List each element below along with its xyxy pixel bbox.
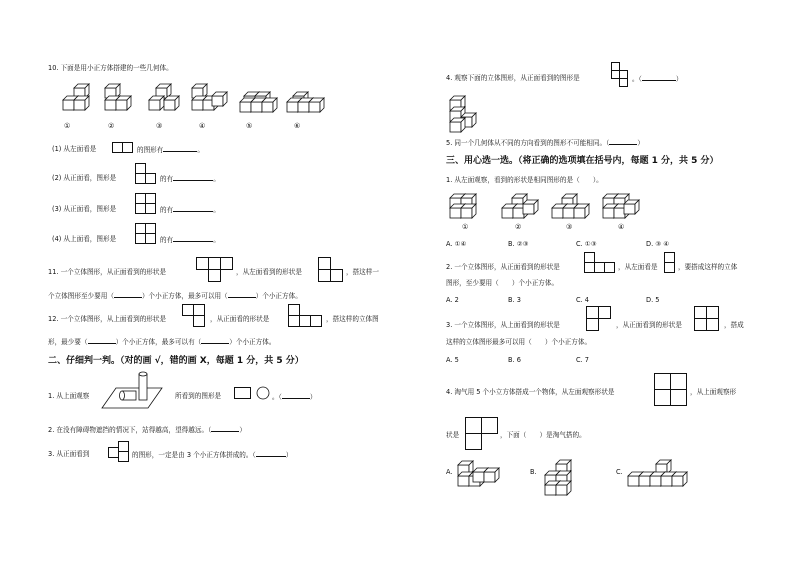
c2-opt-c[interactable]: C. 4 — [576, 296, 589, 304]
c1-fig-2 — [500, 192, 540, 220]
c2-opt-b[interactable]: B. 3 — [508, 296, 521, 304]
c1-opt-a[interactable]: A. ①④ — [446, 240, 467, 248]
q10-p4: (4) 从上面看，图形是 — [52, 235, 117, 243]
j1-a: 1. 从上面观察 — [48, 392, 90, 400]
q10-fig-6 — [285, 82, 323, 114]
q10-fig-2 — [102, 82, 136, 114]
q11-c: ，搭这样一 — [346, 268, 379, 276]
c4-opt-c[interactable]: C. — [616, 468, 623, 476]
c3-opt-c[interactable]: C. 7 — [576, 356, 589, 364]
c3-opt-b[interactable]: B. 6 — [508, 356, 521, 364]
q10-p2: (2) 从正面看，图形是 — [52, 174, 117, 182]
q10-label-6: ⑥ — [294, 122, 301, 130]
c1-opt-b[interactable]: B. ②③ — [508, 240, 529, 248]
c1-opt-d[interactable]: D. ③ ④ — [646, 240, 670, 248]
q12-b: ，从正面看的形状是 — [210, 315, 270, 323]
c3-a: 3. 一个立体图形，从上面看到的形状是 — [446, 321, 560, 329]
section-3-heading: 三、用心选一选。（将正确的选项填在括号内，每题 1 分，共 5 分） — [446, 156, 719, 166]
c2-b: ，从左面看是 — [618, 263, 658, 271]
answer-blank[interactable] — [173, 235, 213, 242]
c1-opt-c[interactable]: C. ①③ — [576, 240, 597, 248]
c1-label-2: ② — [515, 223, 522, 231]
c4-opt-a[interactable]: A. — [446, 468, 453, 476]
answer-blank[interactable] — [228, 291, 256, 298]
c4-a: 4. 淘气用 5 个小立方体搭成一个物体，从左面观察形状是 — [446, 388, 615, 396]
q10-p3-tail: 的有 。 — [160, 206, 220, 214]
answer-blank[interactable] — [256, 450, 286, 457]
c4-b: ，从上面观察形 — [690, 388, 737, 396]
answer-blank[interactable] — [114, 291, 142, 298]
q10-p3: (3) 从正面看，图形是 — [52, 205, 117, 213]
q10-label-3: ③ — [156, 122, 163, 130]
answer-blank[interactable] — [282, 392, 310, 399]
j4-answer: 。（ ） — [632, 75, 683, 83]
q10-fig-3 — [148, 82, 182, 114]
q10-p1-tail: 的图形有 。 — [137, 146, 204, 154]
j1-circle-shape — [256, 386, 270, 400]
c2-opt-a[interactable]: A. 2 — [446, 296, 459, 304]
c2-d: 图形，至少要用（ ）个小正方体。 — [446, 279, 559, 287]
q10-p4-tail: 的有 。 — [160, 236, 220, 244]
c1-fig-1 — [448, 192, 484, 220]
c2-opt-d[interactable]: D. 5 — [646, 296, 660, 304]
q10-label-4: ④ — [199, 122, 206, 130]
j1-answer: 。（ ） — [272, 393, 317, 401]
c1-label-1: ① — [462, 223, 469, 231]
q10-label-2: ② — [108, 122, 115, 130]
j4-a: 4. 观察下面的立体图形，从正面看到的图形是 — [446, 74, 580, 82]
q10-p2-tail: 的有 。 — [160, 175, 220, 183]
q10-p1: (1) 从左面看是 — [52, 145, 97, 153]
c1: 1. 从左面观察，看到的形状是相同图形的是（ ）。 — [446, 176, 603, 184]
q10-fig-5 — [238, 82, 278, 114]
c4-fig-b — [540, 452, 590, 496]
c2-c: ，要搭成这样的立体 — [678, 263, 738, 271]
c1-label-3: ③ — [566, 223, 573, 231]
j1-cylinder-figure — [102, 370, 168, 410]
c3-d: 这样的立体图形最多可以用（ ）个小正方体。 — [446, 338, 592, 346]
c4-opt-b[interactable]: B. — [530, 468, 537, 476]
c4-c: 状是 — [446, 431, 460, 439]
q10-title: 10. 下面是用小正方体搭建的一些几何体。 — [48, 64, 173, 72]
answer-blank[interactable] — [201, 337, 229, 344]
c4-fig-a — [456, 455, 506, 495]
q10-fig-4 — [190, 82, 228, 114]
c1-fig-4 — [601, 192, 641, 220]
c4-fig-c — [626, 452, 696, 496]
answer-blank[interactable] — [88, 337, 116, 344]
c3-b: ，从正面看到的形状是 — [616, 321, 682, 329]
q11-line2: 个立体图形至少要用（ ）个小正方体，最多可以用（ ）个小正方体。 — [48, 292, 302, 300]
answer-blank[interactable] — [642, 74, 676, 81]
answer-blank[interactable] — [173, 174, 213, 181]
c4-d: ，下面（ ）是淘气搭的。 — [500, 431, 586, 439]
j1-b: 所看到的图形是 — [175, 392, 222, 400]
j4-cube-figure — [448, 92, 488, 132]
q10-label-1: ① — [64, 122, 71, 130]
q10-fig-1 — [60, 82, 94, 114]
q10-label-5: ⑤ — [246, 122, 253, 130]
c1-fig-3 — [550, 192, 590, 220]
j5: 5. 同一个几何体从不同的方向看到的图形不可能相同。（ ） — [446, 139, 644, 147]
q12-line2: 形，最少要（ ）个小正方体，最多可以有（ ）个小正方体。 — [48, 338, 276, 346]
c2-a: 2. 一个立体图形，从正面看到的形状是 — [446, 263, 560, 271]
q11-b: ，从左面看到的形状是 — [236, 268, 302, 276]
answer-blank[interactable] — [609, 138, 637, 145]
q11-a: 11. 一个立体图形，从正面看到的形状是 — [48, 268, 167, 276]
q12-c: ，搭这样的立体图 — [326, 315, 379, 323]
answer-blank[interactable] — [163, 145, 197, 152]
answer-blank[interactable] — [211, 425, 239, 432]
j2: 2. 在没有障碍物遮挡的情况下，站得越高，望得越远。（ ） — [48, 426, 246, 434]
c3-opt-a[interactable]: A. 5 — [446, 356, 459, 364]
section-2-heading: 二、仔细判一判。（对的画 √，错的画 X，每题 1 分，共 5 分） — [48, 356, 304, 366]
answer-blank[interactable] — [173, 205, 213, 212]
c3-c: ，搭成 — [724, 321, 744, 329]
j3-b: 的图形，一定是由 3 个小正方体拼成的。（ ） — [132, 451, 293, 459]
c1-label-4: ④ — [618, 223, 625, 231]
j3-a: 3. 从正面看到 — [48, 450, 90, 458]
q12-a: 12. 一个立体图形，从上面看到的形状是 — [48, 315, 167, 323]
